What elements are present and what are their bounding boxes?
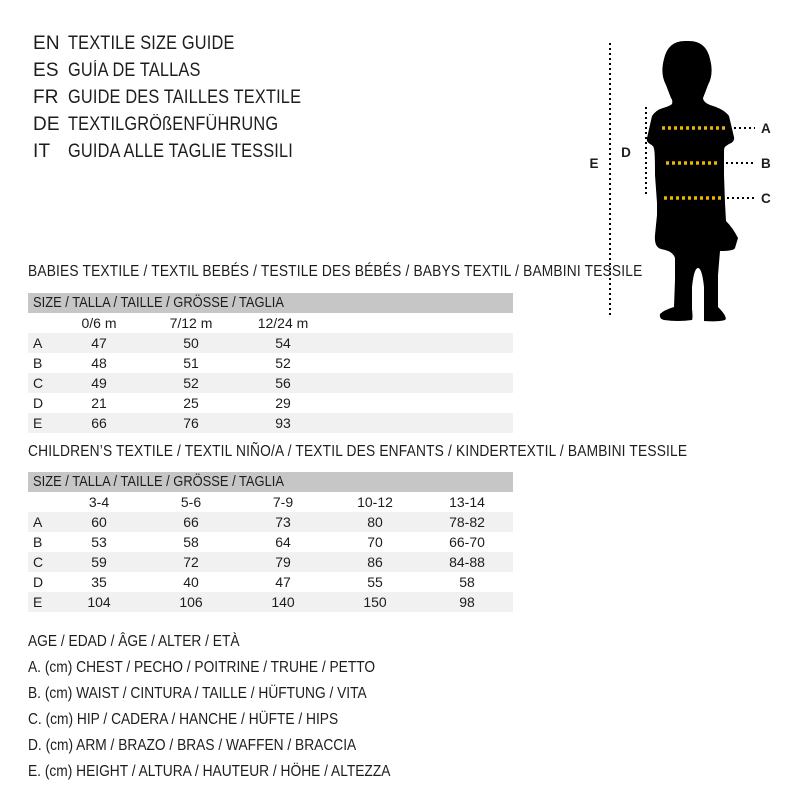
diagram-label-c: C — [761, 191, 771, 206]
cell: 49 — [91, 375, 107, 391]
column-header: 3-4 — [88, 494, 110, 510]
table-row — [28, 592, 513, 612]
column-header: 12/24 m — [257, 315, 309, 331]
cell: 25 — [183, 395, 199, 411]
row-label: C — [33, 375, 44, 391]
language-code: DE — [33, 114, 60, 135]
cell: 58 — [459, 574, 475, 590]
row-label: D — [33, 395, 44, 411]
babies-section-title: BABIES TEXTILE / TEXTIL BEBÉS / TESTILE DES BÉBÉS / BABYS TEXTIL / BAMBINI TESSILE — [28, 263, 643, 280]
column-header-row — [28, 492, 513, 512]
cell: 60 — [91, 514, 107, 530]
column-header: 7/12 m — [169, 315, 213, 331]
cell: 53 — [91, 534, 107, 550]
language-code: FR — [33, 87, 59, 108]
legend-item-chest: A. (cm) CHEST / PECHO / POITRINE / TRUHE / PETTO — [28, 659, 376, 676]
column-header: 5-6 — [180, 494, 202, 510]
cell: 80 — [367, 514, 383, 530]
table-row — [28, 572, 513, 592]
diagram-label-d: D — [621, 145, 631, 160]
legend-item-height: E. (cm) HEIGHT / ALTURA / HAUTEUR / HÖHE / ALTEZZA — [28, 763, 391, 780]
table-row — [28, 373, 513, 393]
cell: 104 — [87, 594, 111, 610]
cell: 72 — [183, 554, 199, 570]
cell: 73 — [275, 514, 291, 530]
cell: 52 — [275, 355, 291, 371]
column-header: 0/6 m — [81, 315, 117, 331]
size-header-bar: SIZE / TALLA / TAILLE / GRÖSSE / TAGLIA — [28, 293, 513, 313]
diagram-label-b: B — [761, 156, 771, 171]
language-title: TEXTILE SIZE GUIDE — [68, 33, 235, 54]
language-title-list — [33, 30, 339, 165]
cell: 79 — [275, 554, 291, 570]
cell: 58 — [183, 534, 199, 550]
cell: 93 — [275, 415, 291, 431]
diagram-label-e: E — [589, 156, 599, 171]
size-guide-figure — [558, 25, 800, 330]
table-row — [28, 552, 513, 572]
row-label: E — [33, 415, 43, 431]
cell: 48 — [91, 355, 107, 371]
language-code: EN — [33, 33, 60, 54]
cell: 140 — [271, 594, 295, 610]
table-row — [28, 393, 513, 413]
cell: 66 — [183, 514, 199, 530]
cell: 55 — [367, 574, 383, 590]
cell: 47 — [91, 335, 107, 351]
column-header: 7-9 — [272, 494, 294, 510]
language-row — [33, 57, 339, 84]
column-header-row — [28, 313, 513, 333]
cell: 52 — [183, 375, 199, 391]
cell: 86 — [367, 554, 383, 570]
cell: 21 — [91, 395, 107, 411]
cell: 66 — [91, 415, 107, 431]
legend-item-waist: B. (cm) WAIST / CINTURA / TAILLE / HÜFTUNG / VITA — [28, 685, 367, 702]
language-title: TEXTILGRÖßENFÜHRUNG — [68, 114, 279, 135]
row-label: E — [33, 594, 43, 610]
size-header-bar: SIZE / TALLA / TAILLE / GRÖSSE / TAGLIA — [28, 472, 513, 492]
language-title: GUIDE DES TAILLES TEXTILE — [68, 87, 302, 108]
cell: 29 — [275, 395, 291, 411]
row-label: D — [33, 574, 44, 590]
diagram-label-a: A — [761, 121, 771, 136]
row-label: B — [33, 534, 43, 550]
cell: 66-70 — [449, 534, 485, 550]
legend-age-line: AGE / EDAD / ÂGE / ALTER / ETÀ — [28, 633, 240, 650]
language-code: IT — [33, 141, 51, 162]
cell: 35 — [91, 574, 107, 590]
legend-item-arm: D. (cm) ARM / BRAZO / BRAS / WAFFEN / BRACCIA — [28, 737, 357, 754]
cell: 59 — [91, 554, 107, 570]
measurement-legend — [28, 629, 449, 785]
cell: 98 — [459, 594, 475, 610]
table-row — [28, 512, 513, 532]
language-code: ES — [33, 60, 59, 81]
children-section-title: CHILDREN’S TEXTILE / TEXTIL NIÑO/A / TEXTIL DES ENFANTS / KINDERTEXTIL / BAMBINI TESSILE — [28, 443, 688, 460]
cell: 76 — [183, 415, 199, 431]
language-row — [33, 84, 339, 111]
language-title: GUIDA ALLE TAGLIE TESSILI — [68, 141, 293, 162]
cell: 40 — [183, 574, 199, 590]
children-size-table — [28, 472, 513, 612]
cell: 51 — [183, 355, 199, 371]
column-header: 10-12 — [357, 494, 393, 510]
cell: 56 — [275, 375, 291, 391]
cell: 150 — [363, 594, 387, 610]
cell: 64 — [275, 534, 291, 550]
table-row — [28, 413, 513, 433]
cell: 47 — [275, 574, 291, 590]
cell: 50 — [183, 335, 199, 351]
language-title: GUÍA DE TALLAS — [68, 60, 201, 81]
table-row — [28, 333, 513, 353]
column-header: 13-14 — [449, 494, 485, 510]
cell: 84-88 — [449, 554, 485, 570]
cell: 54 — [275, 335, 291, 351]
language-row — [33, 30, 339, 57]
table-row — [28, 532, 513, 552]
cell: 78-82 — [449, 514, 485, 530]
legend-item-hip: C. (cm) HIP / CADERA / HANCHE / HÜFTE / HIPS — [28, 711, 339, 728]
cell: 70 — [367, 534, 383, 550]
row-label: C — [33, 554, 44, 570]
row-label: A — [33, 514, 43, 530]
babies-size-table — [28, 293, 513, 433]
row-label: A — [33, 335, 43, 351]
row-label: B — [33, 355, 43, 371]
language-row — [33, 138, 339, 165]
table-row — [28, 353, 513, 373]
language-row — [33, 111, 339, 138]
cell: 106 — [179, 594, 203, 610]
